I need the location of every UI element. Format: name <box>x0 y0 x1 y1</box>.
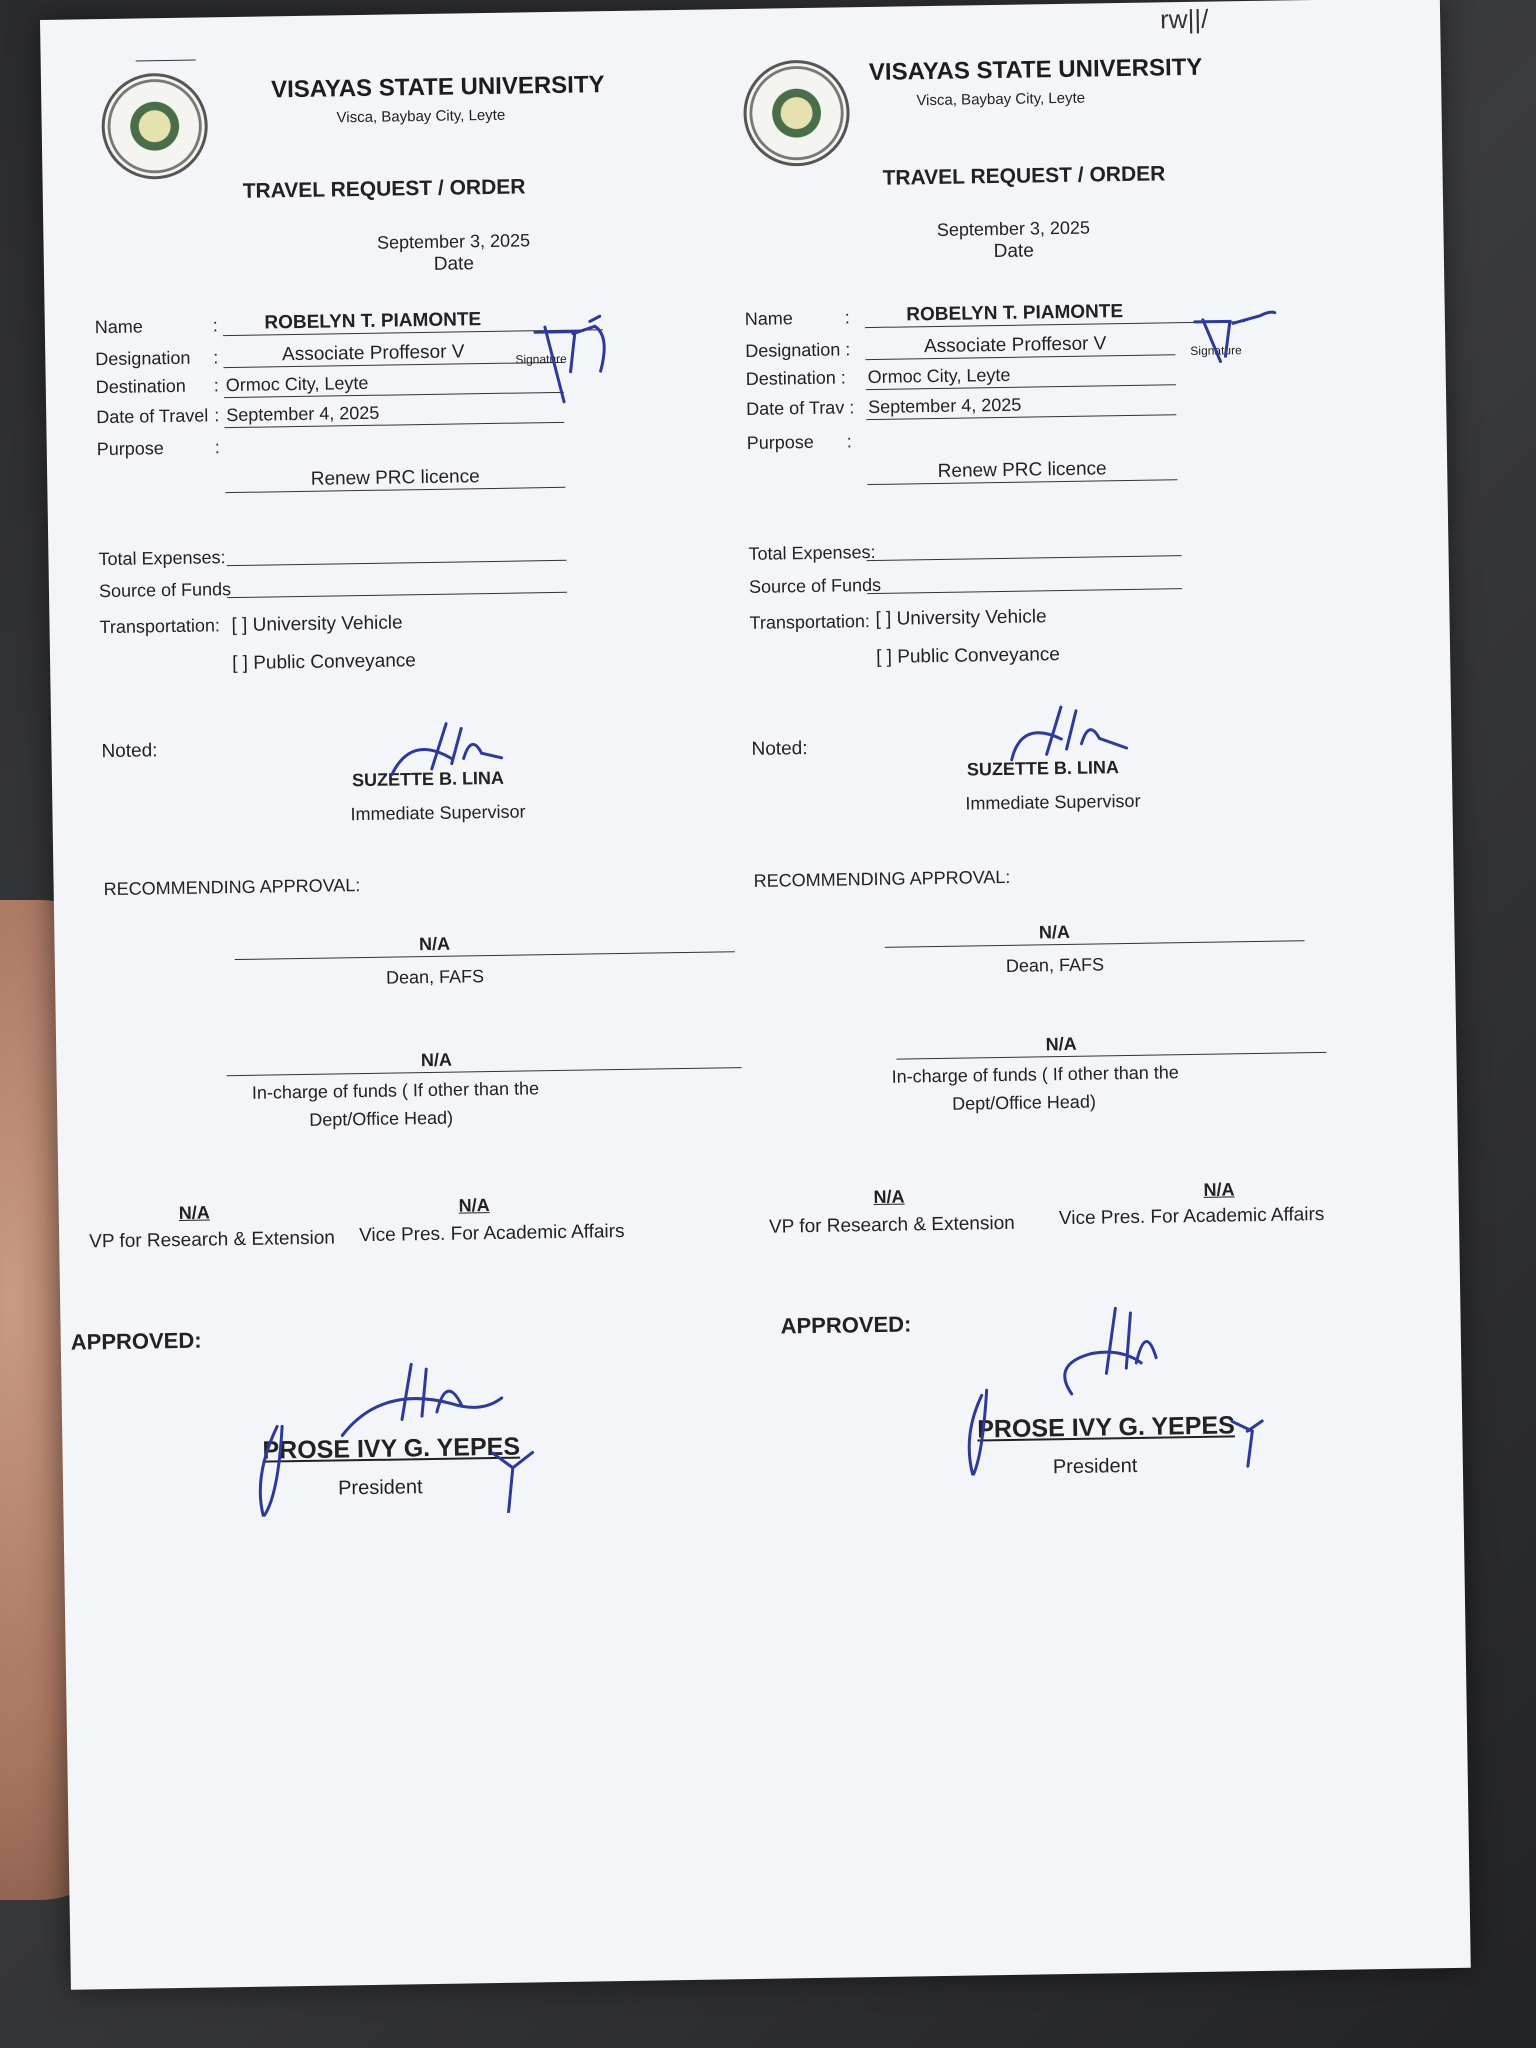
signature-label: Signature <box>515 351 567 367</box>
option-university-vehicle-copy: [ ] University Vehicle <box>875 606 1047 630</box>
form-title-copy: TRAVEL REQUEST / ORDER <box>882 162 1166 190</box>
vp-academic-value-copy: N/A <box>1203 1179 1235 1200</box>
vp-research-role: VP for Research & Extension <box>89 1227 336 1253</box>
option-public-conveyance: [ ] Public Conveyance <box>231 650 417 675</box>
supervisor-role: Immediate Supervisor <box>350 801 526 825</box>
signature-label-copy: Signature <box>1190 343 1242 358</box>
purpose-value-copy: Renew PRC licence <box>937 458 1107 482</box>
transportation-label: Transportation: <box>99 615 221 638</box>
designation-label: Designation <box>95 347 191 370</box>
source-funds-label: Source of Funds <box>98 579 232 602</box>
total-expenses-label: Total Expenses: <box>98 547 226 570</box>
supervisor-role-copy: Immediate Supervisor <box>965 790 1141 814</box>
name-label: Name <box>94 316 143 338</box>
vp-academic-role: Vice Pres. For Academic Affairs <box>358 1220 625 1247</box>
vp-academic-role-copy: Vice Pres. For Academic Affairs <box>1058 1203 1325 1230</box>
date-label: Date <box>433 253 475 275</box>
university-address: Visca, Baybay City, Leyte <box>336 106 506 127</box>
funds-role-line2-copy: Dept/Office Head) <box>951 1091 1097 1114</box>
form-title: TRAVEL REQUEST / ORDER <box>242 175 526 203</box>
destination-label: Destination <box>95 375 186 398</box>
dean-value: N/A <box>418 933 451 955</box>
right-copy <box>740 0 1470 1909</box>
vp-research-value-copy: N/A <box>873 1186 905 1208</box>
travel-request-sheet <box>40 0 1471 1990</box>
option-public-conveyance-copy: [ ] Public Conveyance <box>875 644 1061 668</box>
date-travel-colon: : <box>214 405 220 426</box>
approved-label: APPROVED: <box>70 1327 202 1355</box>
request-date: September 3, 2025 <box>376 230 531 253</box>
president-signature <box>221 1321 604 1517</box>
president-name-copy: PROSE IVY G. YEPES <box>977 1411 1235 1444</box>
name-value-copy: ROBELYN T. PIAMONTE <box>906 301 1124 326</box>
supervisor-signature-copy <box>991 697 1162 780</box>
noted-label-copy: Noted: <box>751 738 808 760</box>
requester-signature <box>515 311 637 423</box>
university-name-copy: VISAYAS STATE UNIVERSITY <box>868 53 1203 86</box>
total-expenses-line-copy <box>867 555 1182 561</box>
supervisor-name-copy: SUZETTE B. LINA <box>966 757 1120 780</box>
name-colon: : <box>212 315 218 336</box>
destination-label-copy: Destination : <box>745 367 846 389</box>
purpose-label-copy: Purpose <box>746 431 814 453</box>
approved-label-copy: APPROVED: <box>780 1311 912 1339</box>
supervisor-name: SUZETTE B. LINA <box>351 767 505 791</box>
source-funds-line-copy <box>867 588 1182 594</box>
corner-line <box>136 60 196 62</box>
name-label-copy: Name <box>744 308 793 329</box>
dean-role: Dean, FAFS <box>385 966 485 988</box>
request-date-copy: September 3, 2025 <box>936 217 1091 240</box>
supervisor-signature <box>371 712 542 795</box>
option-university-vehicle: [ ] University Vehicle <box>231 612 403 637</box>
dean-role-copy: Dean, FAFS <box>1005 954 1105 976</box>
left-copy <box>40 9 770 1920</box>
date-travel-label: Date of Travel <box>96 405 209 428</box>
funds-value: N/A <box>420 1049 453 1071</box>
source-funds-label-copy: Source of Funds <box>748 574 882 597</box>
top-handwritten-mark: rw||/ <box>1159 3 1209 35</box>
designation-value: Associate Proffesor V <box>281 341 465 366</box>
vp-research-value: N/A <box>178 1202 210 1223</box>
university-seal-copy <box>743 59 851 167</box>
designation-colon: : <box>213 347 219 368</box>
recommending-label-copy: RECOMMENDING APPROVAL: <box>753 866 1011 891</box>
purpose-colon: : <box>214 437 220 458</box>
president-name: PROSE IVY G. YEPES <box>262 1432 521 1465</box>
date-label-copy: Date <box>993 240 1034 263</box>
funds-value-copy: N/A <box>1045 1033 1077 1055</box>
name-colon-copy: : <box>844 307 850 328</box>
vp-research-role-copy: VP for Research & Extension <box>768 1212 1015 1238</box>
president-role-copy: President <box>1052 1454 1138 1479</box>
purpose-value: Renew PRC licence <box>310 466 480 490</box>
dean-value-copy: N/A <box>1038 921 1071 943</box>
date-travel-label-copy: Date of Trav : <box>746 397 855 419</box>
funds-role-line2: Dept/Office Head) <box>309 1107 454 1130</box>
vp-academic-value: N/A <box>458 1195 490 1216</box>
destination-value: Ormoc City, Leyte <box>225 372 369 396</box>
president-role: President <box>337 1476 423 1500</box>
date-travel-value: September 4, 2025 <box>226 402 380 426</box>
president-signature-copy <box>940 1280 1303 1476</box>
university-seal <box>101 72 209 180</box>
designation-value-copy: Associate Proffesor V <box>923 333 1107 358</box>
university-name: VISAYAS STATE UNIVERSITY <box>270 71 605 104</box>
date-travel-value-copy: September 4, 2025 <box>868 394 1022 418</box>
funds-role-line1-copy: In-charge of funds ( If other than the <box>891 1062 1180 1087</box>
name-value: ROBELYN T. PIAMONTE <box>264 309 482 334</box>
purpose-label: Purpose <box>96 438 164 460</box>
university-address-copy: Visca, Baybay City, Leyte <box>916 89 1086 110</box>
requester-signature-copy <box>1185 300 1296 372</box>
designation-label-copy: Designation : <box>745 339 851 361</box>
source-funds-line <box>227 592 567 598</box>
funds-role-line1: In-charge of funds ( If other than the <box>251 1078 540 1103</box>
purpose-colon-copy: : <box>846 431 852 452</box>
transportation-label-copy: Transportation: <box>749 611 871 633</box>
destination-value-copy: Ormoc City, Leyte <box>867 364 1011 388</box>
noted-label: Noted: <box>101 740 158 763</box>
recommending-label: RECOMMENDING APPROVAL: <box>103 875 361 900</box>
total-expenses-line <box>227 560 567 566</box>
destination-colon: : <box>213 375 219 396</box>
total-expenses-label-copy: Total Expenses: <box>748 541 876 564</box>
